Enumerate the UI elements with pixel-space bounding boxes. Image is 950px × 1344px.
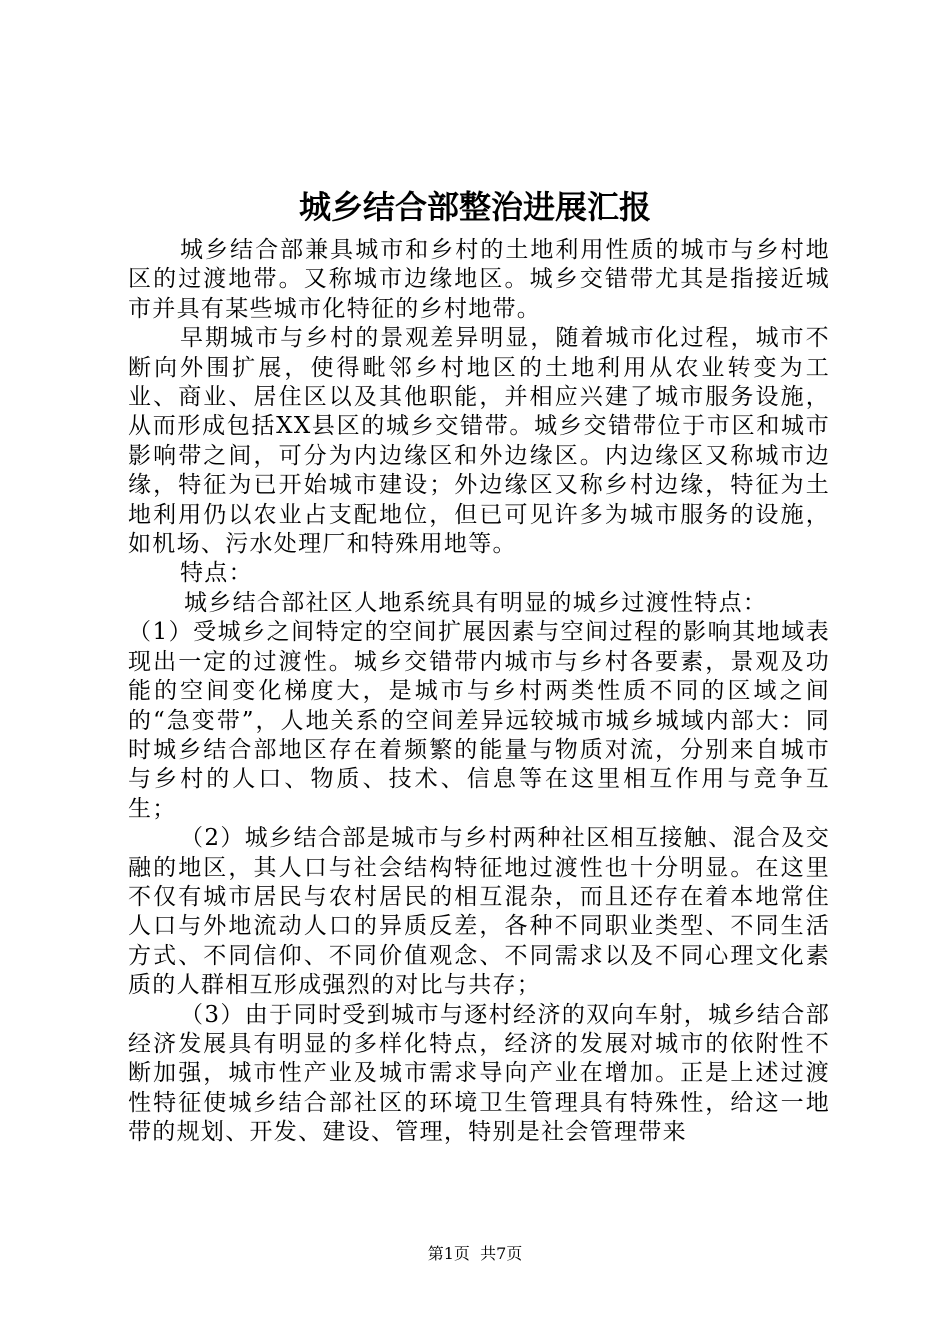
document-body <box>128 236 830 1148</box>
paragraph-feature-2: （2）城乡结合部是城市与乡村两种社区相互接触、混合及交融的地区，其人口与社会结构特征地过渡性也十分明显。在这里不仅有城市居民与农村居民的相互混杂，而且还存在着本地常住人口与外地流动人口的异质反差，各种不同职业类型、不同生活方式、不同信仰、不同价值观念、不同需求以及不同心理文化素质的人群相互形成强烈的对比与共存； <box>128 825 830 999</box>
paragraph-intro: 城乡结合部兼具城市和乡村的土地利用性质的城市与乡村地区的过渡地带。又称城市边缘地区。城乡交错带尤其是指接近城市并具有某些城市化特征的乡村地带。 <box>128 237 830 322</box>
paragraph-feature-1: （1）受城乡之间特定的空间扩展因素与空间过程的影响其地域表现出一定的过渡性。城乡交错带内城市与乡村各要素，景观及功能的空间变化梯度大，是城市与乡村两类性质不同的区域之间的“急变带”，人地关系的空间差异远较城市城乡城域内部大：同时城乡结合部地区存在着频繁的能量与物质对流，分别来自城市与乡村的人口、物质、技术、信息等在这里相互作用与竞争互生； <box>128 619 830 822</box>
paragraph-history: 早期城市与乡村的景观差异明显，随着城市化过程，城市不断向外围扩展，使得毗邻乡村地区的土地利用从农业转变为工业、商业、居住区以及其他职能，并相应兴建了城市服务设施，从而形成包括XX县区的城乡交错带。城乡交错带位于市区和城市影响带之间，可分为内边缘区和外边缘区。内边缘区又称城市边缘，特征为已开始城市建设；外边缘区又称乡村边缘，特征为土地利用仍以农业占支配地位，但已可见许多为城市服务的设施，如机场、污水处理厂和特殊用地等。 <box>128 325 830 558</box>
paragraph-features-heading: 特点： <box>180 560 253 587</box>
page-footer <box>0 1244 950 1264</box>
paragraph-features-lead: 城乡结合部社区人地系统具有明显的城乡过渡性特点： <box>184 589 768 616</box>
page-number: 第1页 共7页 <box>427 1244 523 1263</box>
paragraph-feature-3: （3）由于同时受到城市与逐村经济的双向车射，城乡结合部经济发展具有明显的多样化特点，经济的发展对城市的依附性不断加强，城市性产业及城市需求导向产业在增加。正是上述过渡性特征使城乡结合部社区的环境卫生管理具有特殊性，给这一地带的规划、开发、建设、管理，特别是社会管理带来 <box>128 1001 830 1146</box>
document-title: 城乡结合部整治进展汇报 <box>298 188 651 226</box>
